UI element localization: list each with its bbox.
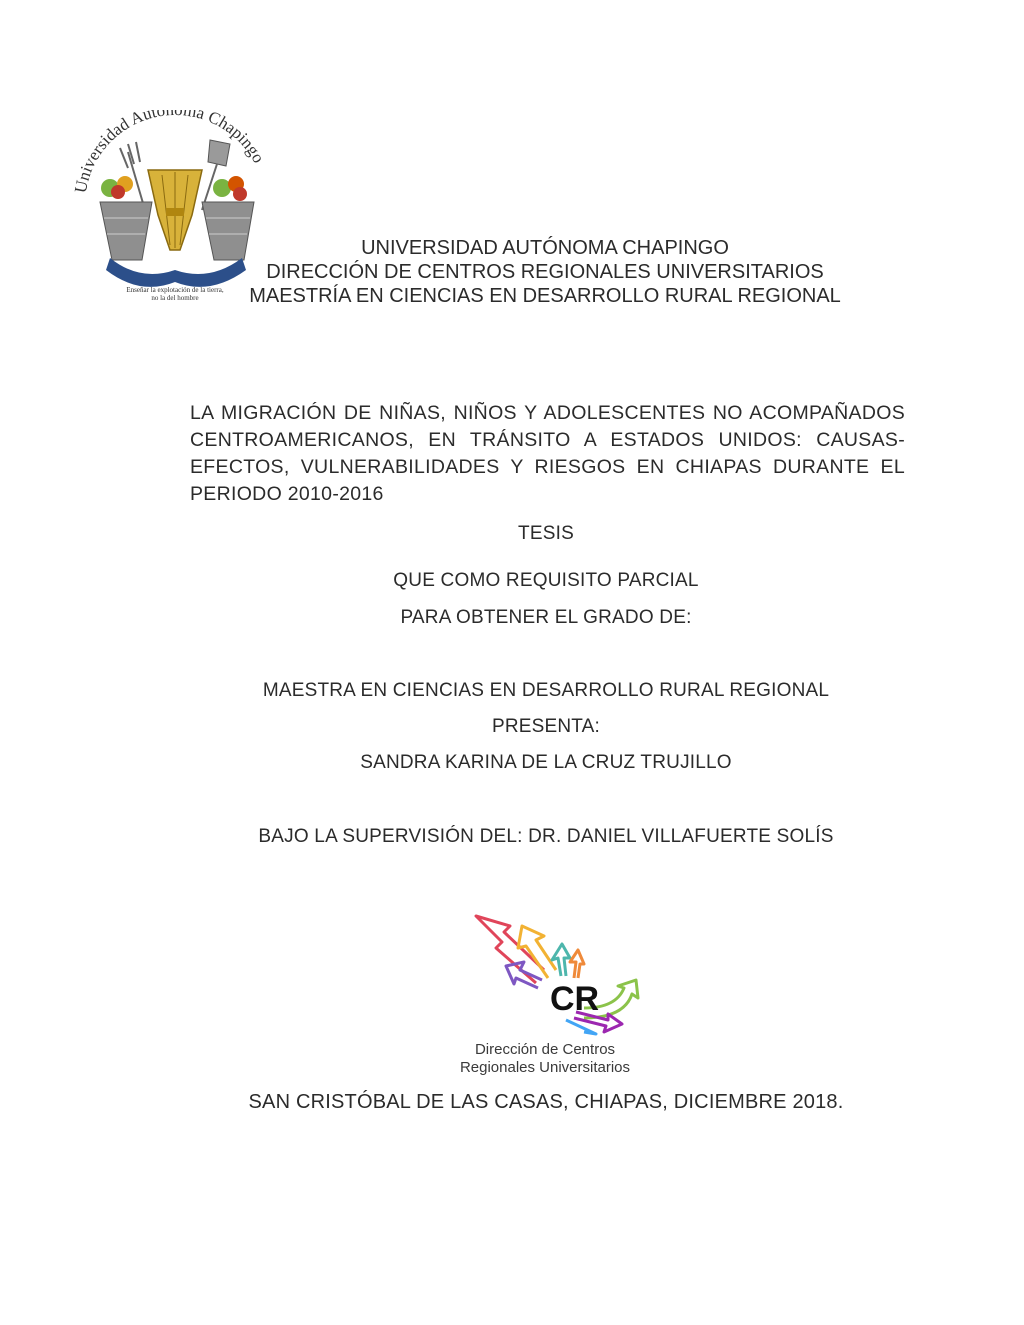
requirement-line2: PARA OBTENER EL GRADO DE: [400,607,692,628]
cr-caption-line1: Dirección de Centros [474,1041,616,1058]
seal-motto-line2: no la del hombre [151,294,199,302]
place-date: SAN CRISTÓBAL DE LAS CASAS, CHIAPAS, DICIEMBRE 2018. [248,1091,844,1113]
shovel-icon [202,140,230,210]
seal-motto-line1: Enseñar la explotación de la tierra, [126,286,224,294]
cr-letters: CR [550,980,600,1018]
seal-motto [90,286,260,302]
header-direction: DIRECCIÓN DE CENTROS REGIONALES UNIVERSITARIOS [266,261,824,283]
header-university: UNIVERSIDAD AUTÓNOMA CHAPINGO [361,237,729,259]
wheat-icon [148,170,202,250]
cr-logo [466,908,656,1038]
presenta-label: PRESENTA: [491,716,601,737]
orange-arrow-icon [570,950,584,978]
supervision-line: BAJO LA SUPERVISIÓN DEL: DR. DANIEL VILLAFUERTE SOLÍS [258,826,834,847]
cr-caption-line2: Regionales Universitarios [459,1059,631,1076]
teal-arrow-icon [552,944,570,976]
doc-type: TESIS [518,523,574,544]
author-name: SANDRA KARINA DE LA CRUZ TRUJILLO [360,752,732,773]
purple-arrow-icon [506,962,542,988]
degree-name: MAESTRA EN CIENCIAS EN DESARROLLO RURAL REGIONAL [262,680,830,701]
header-program: MAESTRÍA EN CIENCIAS EN DESARROLLO RURAL REGIONAL [249,285,841,307]
pitchfork-icon [120,142,145,210]
thesis-title: LA MIGRACIÓN DE NIÑAS, NIÑOS Y ADOLESCENTES NO ACOMPAÑADOS CENTROAMERICANOS, EN TRÁNSITO A ESTADOS UNIDOS: CAUSAS-EFECTOS, VULNERABILIDADES Y RIESGOS EN CHIAPAS DURANTE EL PERIODO 2010-2016 [190,402,905,505]
seal-ring-text: Universidad Autó ma Chapingo [70,110,269,195]
requirement-line1: QUE COMO REQUISITO PARCIAL [393,570,699,591]
cr-arrows-graphic [466,908,656,1038]
blue-ribbon-icon [106,258,246,287]
left-fruit-basket-icon [100,176,152,260]
